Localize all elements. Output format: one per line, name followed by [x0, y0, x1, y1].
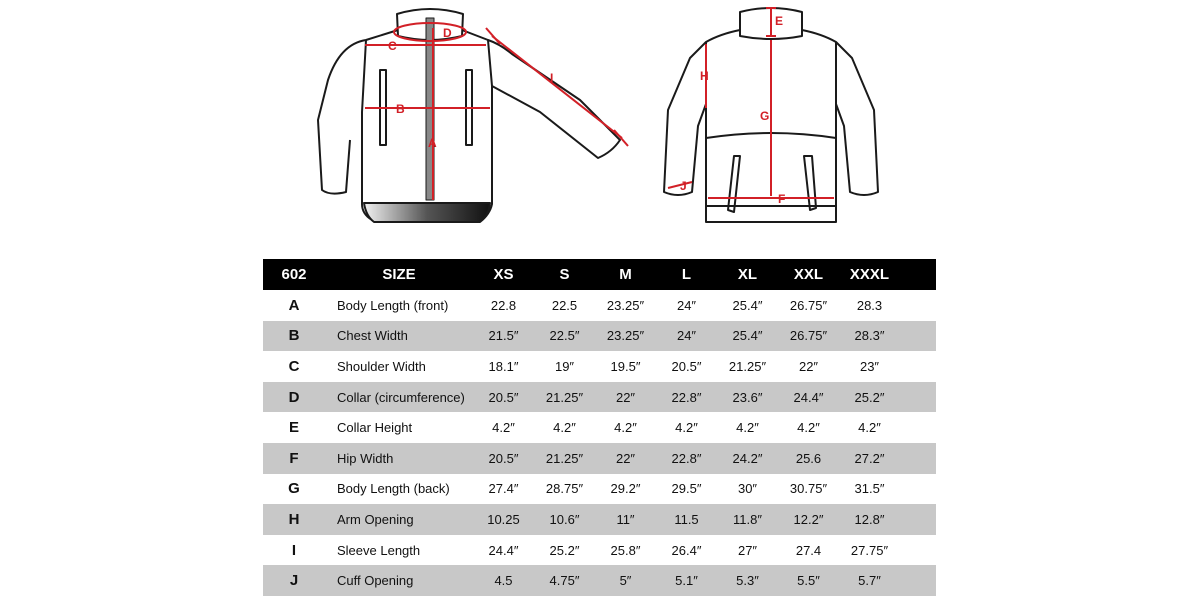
measure-value: 4.2″ [858, 420, 881, 436]
table-row [263, 535, 936, 566]
measure-value: 23.25″ [595, 321, 656, 352]
measure-value: 25.4″ [732, 297, 763, 313]
measure-value: 29.2″ [610, 481, 641, 497]
measure-value: 20.5″ [473, 382, 534, 413]
measure-value: 5.1″ [656, 565, 717, 596]
measure-value: 21.25″ [534, 382, 595, 413]
measure-code: D [263, 382, 325, 413]
table-row [263, 382, 936, 413]
measure-value: 5.7″ [839, 565, 900, 596]
measure-code: C [288, 357, 300, 375]
measure-value: 22.8 [490, 297, 517, 313]
table-row [263, 565, 936, 596]
measure-value: 19.5″ [610, 358, 641, 374]
measure-value: 27.4″ [488, 481, 519, 497]
measure-value: 27.4 [795, 542, 822, 558]
size-header-l: L [656, 259, 717, 290]
measure-value: 23.25″ [606, 297, 645, 313]
measure-value: 22.8″ [656, 382, 717, 413]
measure-value: 4.5 [473, 565, 534, 596]
measure-name: Body Length (front) [337, 297, 449, 313]
measure-code: I [291, 541, 297, 559]
measure-value: 26.4″ [671, 542, 702, 558]
measure-value: 24.4″ [778, 382, 839, 413]
front-jacket-illustration [318, 9, 620, 222]
measure-code: H [263, 504, 325, 535]
measure-value: 11.8″ [717, 504, 778, 535]
measure-label-c: C [388, 39, 397, 53]
measure-value: 27″ [737, 542, 758, 558]
measure-value: 22″ [595, 382, 656, 413]
measure-value: 4.2″ [614, 420, 637, 436]
measure-name: Shoulder Width [337, 358, 426, 374]
measure-label-g: G [760, 109, 770, 123]
measure-value: 20.5″ [671, 358, 702, 374]
measure-value: 27.2″ [839, 443, 900, 474]
measure-code: E [288, 419, 299, 437]
measure-value: 10.25 [473, 504, 534, 535]
measure-value: 21.5″ [473, 321, 534, 352]
size-chart-table [263, 259, 936, 596]
measure-value: 30″ [737, 481, 758, 497]
measure-value: 5.3″ [717, 565, 778, 596]
measure-value: 24.4″ [488, 542, 519, 558]
size-header-s: S [534, 259, 595, 290]
measure-code: B [263, 321, 325, 352]
size-header-xxxl: XXXL [839, 259, 900, 290]
row-spacer [900, 443, 936, 474]
measure-value: 30.75″ [789, 481, 828, 497]
measure-value: 22.5 [551, 297, 578, 313]
measure-name: Collar (circumference) [325, 382, 473, 413]
size-header: SIZE [325, 259, 473, 290]
measure-label-j: J [680, 179, 687, 193]
row-spacer [900, 321, 936, 352]
measure-value: 5.5″ [778, 565, 839, 596]
row-spacer [900, 535, 936, 566]
table-header-row [263, 259, 936, 290]
measure-value: 25.2″ [839, 382, 900, 413]
measure-value: 22.8″ [656, 443, 717, 474]
measure-code: G [288, 480, 300, 498]
row-spacer [900, 412, 936, 443]
measure-label-a: A [428, 136, 437, 150]
measure-label-b: B [396, 102, 405, 116]
size-header-m: M [595, 259, 656, 290]
measure-value: 4.2″ [675, 420, 698, 436]
measure-label-f: F [778, 192, 786, 206]
table-row [263, 321, 936, 352]
measure-value: 10.6″ [534, 504, 595, 535]
table-row [263, 504, 936, 535]
table-row [263, 474, 936, 505]
measure-value: 24″ [676, 297, 697, 313]
measure-name: Collar Height [337, 420, 413, 436]
measure-value: 31.5″ [854, 481, 885, 497]
size-header-xxl: XXL [778, 259, 839, 290]
measure-value: 25.4″ [717, 321, 778, 352]
measure-value: 12.2″ [778, 504, 839, 535]
measure-value: 22″ [595, 443, 656, 474]
measure-value: 23.6″ [717, 382, 778, 413]
measure-value: 28.3 [856, 297, 883, 313]
jacket-measurement-diagram [0, 0, 1200, 250]
measure-value: 4.75″ [534, 565, 595, 596]
row-spacer [900, 290, 936, 321]
measure-name: Body Length (back) [337, 481, 450, 497]
measure-label-i: I [550, 71, 554, 85]
measure-value: 24″ [656, 321, 717, 352]
measure-value: 4.2″ [736, 420, 759, 436]
measure-label-h: H [700, 69, 709, 83]
measure-value: 25.6 [778, 443, 839, 474]
measure-value: 28.3″ [839, 321, 900, 352]
row-spacer [900, 474, 936, 505]
measure-value: 4.2″ [492, 420, 515, 436]
row-spacer [900, 565, 936, 596]
measure-name: Cuff Opening [325, 565, 473, 596]
measure-value: 5″ [595, 565, 656, 596]
measure-value: 25.8″ [610, 542, 641, 558]
table-row [263, 443, 936, 474]
measure-value: 4.2″ [553, 420, 576, 436]
measure-code: A [288, 296, 300, 314]
row-spacer [900, 382, 936, 413]
measure-value: 20.5″ [473, 443, 534, 474]
size-header-xs: XS [473, 259, 534, 290]
measure-value: 21.25″ [728, 358, 767, 374]
size-header-xl: XL [717, 259, 778, 290]
measure-code: J [263, 565, 325, 596]
measure-name: Hip Width [325, 443, 473, 474]
measure-label-d: D [443, 26, 452, 40]
measure-value: 26.75″ [778, 321, 839, 352]
measure-value: 24.2″ [717, 443, 778, 474]
row-spacer [900, 504, 936, 535]
measure-value: 26.75″ [789, 297, 828, 313]
measure-value: 29.5″ [671, 481, 702, 497]
measure-code: F [263, 443, 325, 474]
measure-label-e: E [775, 14, 784, 28]
measure-value: 12.8″ [839, 504, 900, 535]
measure-value: 25.2″ [549, 542, 580, 558]
style-number-header: 602 [263, 259, 325, 290]
measure-value: 22″ [798, 358, 819, 374]
row-spacer [900, 351, 936, 382]
measure-value: 11″ [595, 504, 656, 535]
measure-value: 18.1″ [488, 358, 519, 374]
measure-name: Arm Opening [325, 504, 473, 535]
table-row [263, 290, 936, 321]
measure-value: 22.5″ [534, 321, 595, 352]
measure-name: Sleeve Length [337, 542, 421, 558]
measure-value: 11.5 [656, 504, 717, 535]
measure-value: 27.75″ [850, 542, 889, 558]
measure-value: 19″ [554, 358, 575, 374]
measure-value: 23″ [859, 358, 880, 374]
measure-name: Chest Width [325, 321, 473, 352]
table-row [263, 351, 936, 382]
table-body [263, 290, 936, 596]
table-row [263, 412, 936, 443]
measure-value: 28.75″ [545, 481, 584, 497]
measure-value: 4.2″ [797, 420, 820, 436]
measure-value: 21.25″ [534, 443, 595, 474]
header-spacer [900, 259, 936, 290]
